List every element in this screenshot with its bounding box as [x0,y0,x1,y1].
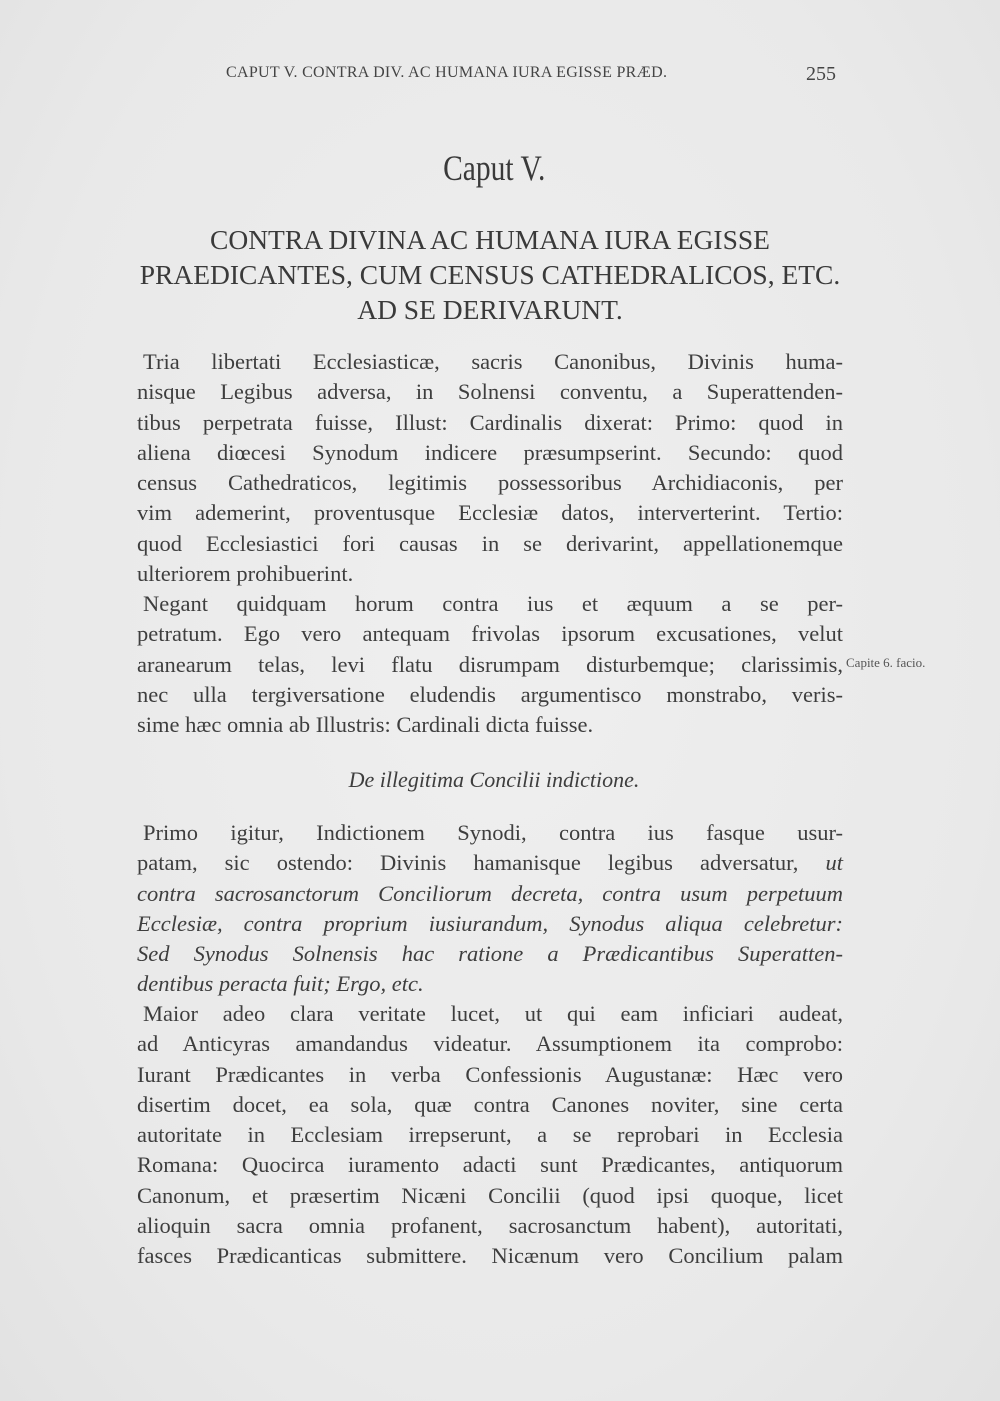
section-heading: De illegitima Concilii indictione. [348,767,640,792]
text-line: Iurant Prædicantes in verba Confessionis Augustanæ: Hæc vero [137,1061,843,1087]
paragraph-4 [137,999,843,1272]
text-line: nisque Legibus adversa, in Solnensi conventu, a Superattenden- [137,379,843,405]
text-line: census Cathedraticos, legitimis possessoribus Archidiaconis, per [137,470,843,496]
text-span: patam, sic ostendo: Divinis hamanisque legibus adversatur, [137,850,799,876]
text-line: alioquin sacra omnia profanent, sacrosanctum habent), autoritati, [137,1213,843,1239]
chapter-subtitle: CONTRA DIVINA AC HUMANA IURA EGISSE PRAEDICANTES, CUM CENSUS CATHEDRALICOS, ETC. AD SE DERIVARUNT. [139,224,841,325]
text-line: Maior adeo clara veritate lucet, ut qui eam inficiari audeat, [143,1001,843,1026]
running-head: CAPUT V. CONTRA DIV. AC HUMANA IURA EGISSE PRÆD. [226,64,668,81]
italic-span: ut [825,850,843,876]
margin-note: Capite 6. facio. [846,655,926,670]
text-line: dentibus peracta fuit; Ergo, etc. [137,971,424,997]
text-line: Romana: Quocirca iuramento adacti sunt Prædicantes, antiquorum [137,1152,843,1178]
paragraph-2 [137,589,843,740]
text-line: Canonum, et præsertim Nicæni Concilii (quod ipsi quoque, licet [137,1182,843,1208]
text-line: Ecclesiæ, contra proprium iusiurandum, Synodus aliqua celebretur: [137,910,843,936]
text-line: nec ulla tergiversatione eludendis argumentisco monstrabo, veris- [137,681,843,707]
text-line: aranearum telas, levi flatu disrumpam disturbemque; clarissimis, [137,651,843,677]
text-line: quod Ecclesiastici fori causas in se derivarint, appellationemque [137,530,843,556]
text-line: ad Anticyras amandandus videatur. Assumptionem ita comprobo: [137,1031,843,1057]
page-number: 255 [806,63,836,85]
text-line: disertim docet, ea sola, quæ contra Canones noviter, sine certa [137,1091,843,1117]
text-line-with-italic [137,848,843,878]
text-line: petratum. Ego vero antequam frivolas ipsorum excusationes, velut [137,621,843,647]
text-line: autoritate in Ecclesiam irrepserunt, a se reprobari in Ecclesia [137,1122,843,1148]
text-line: sime hæc omnia ab Illustris: Cardinali dicta fuisse. [137,712,594,738]
text-line: Primo igitur, Indictionem Synodi, contra ius fasque usur- [143,820,843,845]
text-line: ulteriorem prohibuerint. [137,561,354,587]
paragraph-1 [137,347,843,589]
text-line: fasces Prædicanticas submittere. Nicænum vero Concilium palam [137,1243,843,1269]
paragraph-3 [137,818,843,1000]
text-line: contra sacrosanctorum Conciliorum decreta, contra usum perpetuum [137,880,843,906]
text-line: Tria libertati Ecclesiasticæ, sacris Canonibus, Divinis huma- [143,349,843,374]
chapter-title: Caput V. [443,148,546,188]
text-line: Negant quidquam horum contra ius et æquum a se per- [143,591,843,616]
text-line: Sed Synodus Solnensis hac ratione a Prædicantibus Superatten- [137,941,843,967]
text-line: aliena diœcesi Synodum indicere præsumpserint. Secundo: quod [137,439,843,465]
text-line: tibus perpetrata fuisse, Illust: Cardinalis dixerat: Primo: quod in [137,409,843,435]
text-line: vim ademerint, proventusque Ecclesiæ datos, interverterint. Tertio: [137,500,843,526]
